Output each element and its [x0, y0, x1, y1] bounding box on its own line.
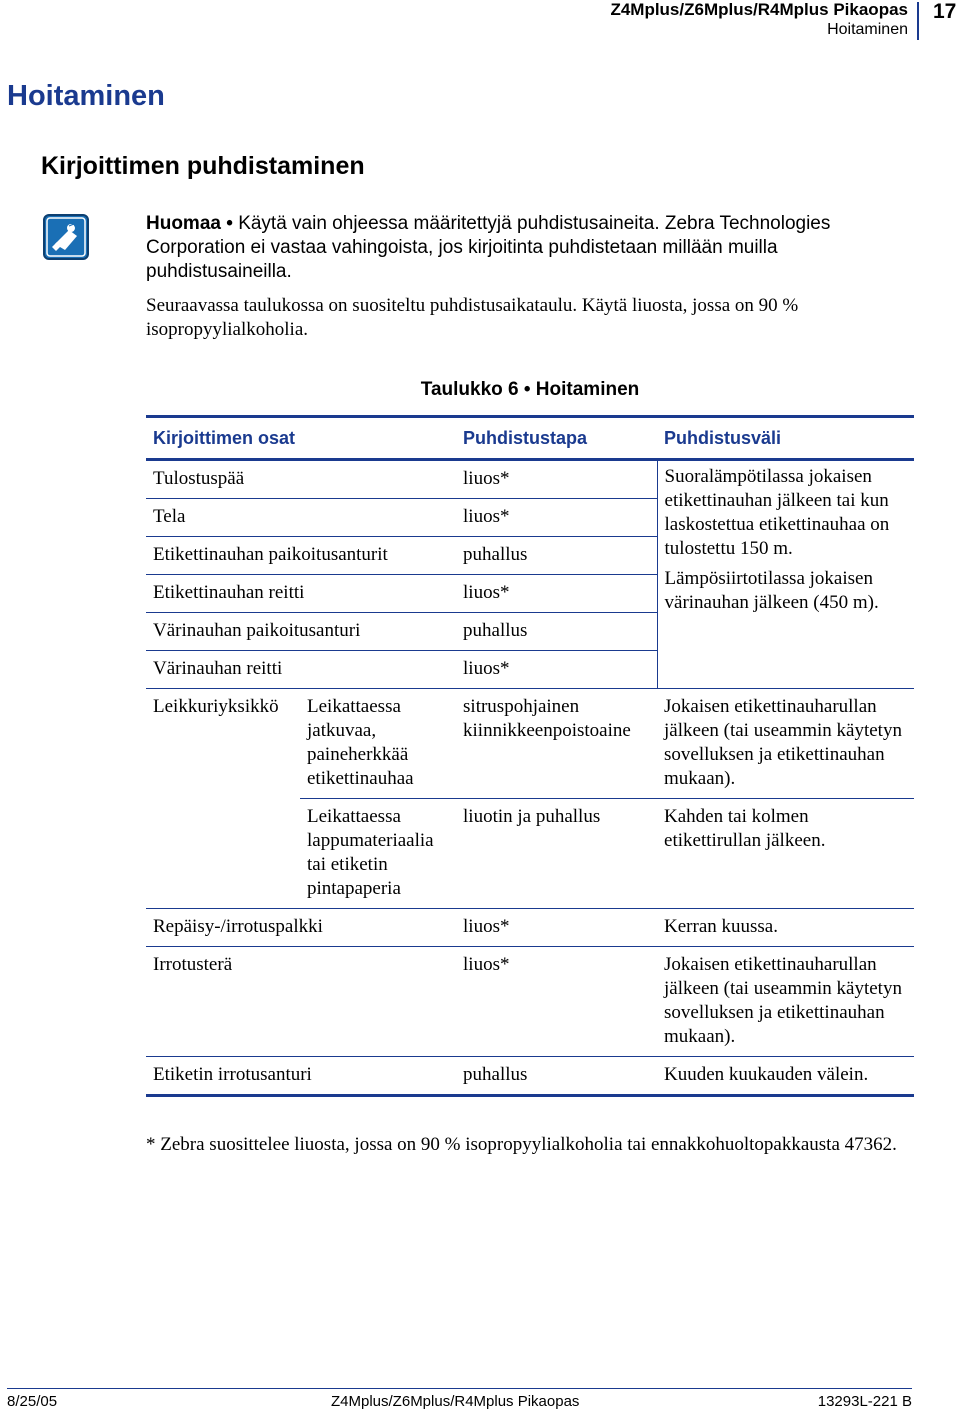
intro-paragraph: Seuraavassa taulukossa on suositeltu puhdistusaikataulu. Käytä liuosta, jossa on 90 % isopropyylialkoholia.	[146, 295, 799, 340]
table-row	[146, 460, 914, 499]
note-bullet: •	[220, 213, 239, 234]
method-cell: liuos*	[456, 460, 657, 499]
part-cell: Värinauhan paikoitusanturi	[146, 613, 456, 651]
note-hand-icon	[43, 214, 89, 260]
chapter-title: Hoitaminen	[7, 80, 165, 112]
method-cell: liuos*	[456, 909, 657, 947]
method-cell: liuos*	[456, 575, 657, 613]
shared-interval-cell	[657, 460, 914, 689]
table-row	[146, 947, 914, 1057]
interval-direct-thermal: Suoralämpötilassa jokaisen etikettinauhan jälkeen tai kun laskostettua etikettinauhaa on tulostettu 150 m.	[664, 466, 890, 559]
footer-date: 8/25/05	[7, 1393, 58, 1410]
header-parts: Kirjoittimen osat	[153, 427, 296, 448]
part-cell: Etiketin irrotusanturi	[146, 1057, 456, 1096]
method-cell: liuotin ja puhallus	[456, 799, 657, 909]
method-cell: sitruspohjainen kiinnikkeenpoistoaine	[456, 689, 657, 799]
table-caption: Taulukko 6 • Hoitaminen	[420, 379, 640, 400]
interval-thermal-transfer: Lämpösiirtotilassa jokaisen värinauhan jälkeen (450 m).	[664, 568, 879, 613]
note-label: Huomaa	[146, 213, 221, 234]
running-header-title: Z4Mplus/Z6Mplus/R4Mplus Pikaopas	[610, 0, 908, 19]
table-footnote: * Zebra suosittelee liuosta, jossa on 90 % isopropyylialkoholia tai ennakkohuoltopakkausta 47362.	[146, 1134, 897, 1155]
cleaning-table	[146, 415, 914, 1097]
method-cell: liuos*	[456, 651, 657, 689]
table-row	[146, 1057, 914, 1096]
interval-cell: Jokaisen etikettinauharullan jälkeen (tai useammin käytetyn sovelluksen ja etikettinauhan mukaan).	[657, 689, 914, 799]
interval-cell: Kerran kuussa.	[657, 909, 914, 947]
part-cell: Tulostuspää	[146, 460, 456, 499]
part-cell: Etikettinauhan reitti	[146, 575, 456, 613]
note-text: Käytä vain ohjeessa määritettyjä puhdistusaineita. Zebra Technologies Corporation ei vastaa vahingoista, jos kirjoitinta puhdistetaan millään muilla puhdistusaineilla.	[146, 213, 831, 282]
part-cell: Irrotusterä	[146, 947, 456, 1057]
condition-cell: Leikattaessa jatkuvaa, paineherkkää etikettinauhaa	[300, 689, 456, 799]
header-divider	[917, 2, 919, 40]
interval-cell: Kuuden kuukauden välein.	[657, 1057, 914, 1096]
footer-title: Z4Mplus/Z6Mplus/R4Mplus Pikaopas	[331, 1393, 580, 1410]
footer-divider	[7, 1388, 912, 1389]
section-title: Kirjoittimen puhdistaminen	[41, 152, 365, 180]
header-method: Puhdistustapa	[463, 427, 588, 448]
note-paragraph	[146, 212, 921, 284]
page-number: 17	[933, 0, 957, 23]
interval-cell: Kahden tai kolmen etikettirullan jälkeen.	[657, 799, 914, 909]
method-cell: puhallus	[456, 537, 657, 575]
table-row	[146, 689, 914, 799]
table-header-row	[146, 417, 914, 460]
running-header-subtitle: Hoitaminen	[827, 21, 908, 38]
method-cell: puhallus	[456, 1057, 657, 1096]
interval-cell: Jokaisen etikettinauharullan jälkeen (tai useammin käytetyn sovelluksen ja etikettinauhan mukaan).	[657, 947, 914, 1057]
part-cell: Repäisy-/irrotuspalkki	[146, 909, 456, 947]
table-row	[146, 909, 914, 947]
method-cell: puhallus	[456, 613, 657, 651]
part-cell: Tela	[146, 499, 456, 537]
header-interval: Puhdistusväli	[664, 427, 782, 448]
method-cell: liuos*	[456, 499, 657, 537]
part-cell: Värinauhan reitti	[146, 651, 456, 689]
footer-doc-code: 13293L-221 B	[817, 1393, 912, 1410]
condition-cell: Leikattaessa lappumateriaalia tai etiketin pintapaperia	[300, 799, 456, 909]
method-cell: liuos*	[456, 947, 657, 1057]
part-cell: Etikettinauhan paikoitusanturit	[146, 537, 456, 575]
part-cell: Leikkuriyksikkö	[146, 689, 300, 909]
